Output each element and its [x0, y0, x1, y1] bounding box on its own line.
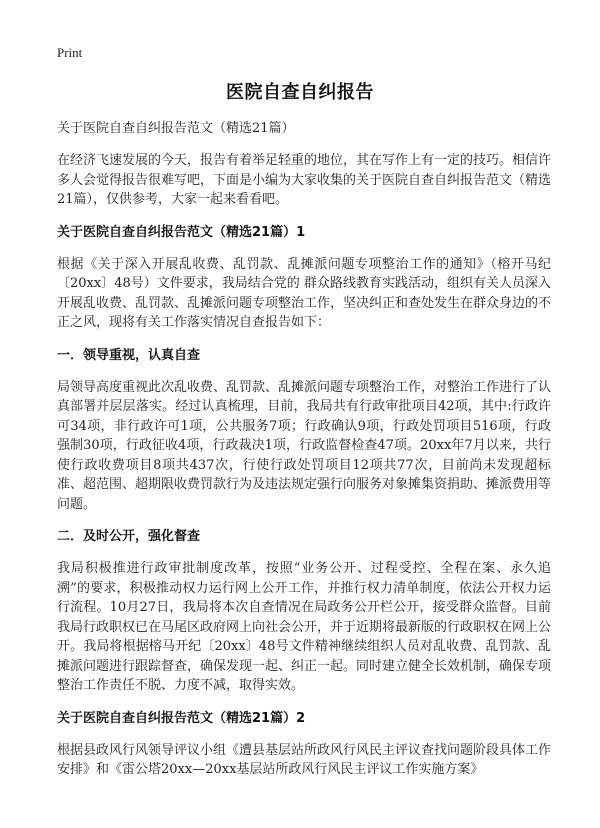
- document-subtitle: 关于医院自查自纠报告范文（精选21篇）: [57, 121, 295, 136]
- section-2-heading: 关于医院自查自纠报告范文（精选21篇）2: [57, 710, 306, 726]
- point-1-paragraph: 局领导高度重视此次乱收费、乱罚款、乱摊派问题专项整治工作，对整治工作进行了认真部署并层层落实。经过认真梳理，目前，我局共有行政审批项目42项，其中:行政许可34项，非行政许可1项，公共服务7项；行政确认9项，行政处罚项目516项，行政强制30项，行政征收4项，行政裁决1项，行政监督检查47项。20xx年7月以来，共行使行政收费项目8项共437次，行使行政处罚项目12项共77次，目前尚未发现超标准、超范围、超期限收费罚款行为及违法规定强行向服务对象摊集资捐助、摊派费用等问题。: [57, 379, 552, 512]
- section-2-paragraph: 根据县政风行风领导评议小组《遭县基层站所政风行风民主评议查找问题阶段具体工作安排》和《雷公塔20xx—20xx基层站所政风行风民主评议工作实施方案》: [57, 742, 552, 777]
- point-2-paragraph: 我局积极推进行政审批制度改革，按照“业务公开、过程受控、全程在案、永久追溯”的要求，积极推动权力运行网上公开工作，并推行权力清单制度，依法公开权力运行流程。10月27日，我局将本次自查情况在局政务公开栏公开，接受群众监督。目前我局行政职权已在马尾区政府网上向社会公开，并于近期将最新版的行政职权在网上公开。我局将根据榕马开纪〔20xx〕48号文件精神继续组织人员对乱收费、乱罚款、乱摊派问题进行跟踪督查，确保发现一起、纠正一起。同时建立健全长效机制，确保专项整治工作责任不脱、力度不减，取得实效。: [57, 561, 552, 693]
- document-body: [57, 119, 551, 793]
- print-link[interactable]: Print: [57, 45, 83, 60]
- section-1-paragraph: 根据《关于深入开展乱收费、乱罚款、乱摊派问题专项整治工作的通知》（榕开马纪〔20xx〕48号）文件要求，我局结合党的 群众路线教育实践活动，组织有关人员深入开展乱收费、乱罚款、乱摊派问题专项整治工作，坚决纠正和查处发生在群众身边的不正之风，现将有关工作落实情况自查报告如下：: [57, 256, 552, 330]
- page-title: 医院自查自纠报告: [226, 82, 374, 103]
- section-1-heading: 关于医院自查自纠报告范文（精选21篇）1: [57, 224, 306, 240]
- point-2-heading: 二．及时公开，强化督查: [57, 529, 201, 544]
- point-1-heading: 一．领导重视，认真自查: [57, 347, 201, 363]
- intro-paragraph: 在经济飞速发展的今天，报告有着举足轻重的地位，其在写作上有一定的技巧。相信许多人会觉得报告很难写吧，下面是小编为大家收集的关于医院自查自纠报告范文（精选21篇），仅供参考，大家一起来看看吧。: [57, 153, 552, 207]
